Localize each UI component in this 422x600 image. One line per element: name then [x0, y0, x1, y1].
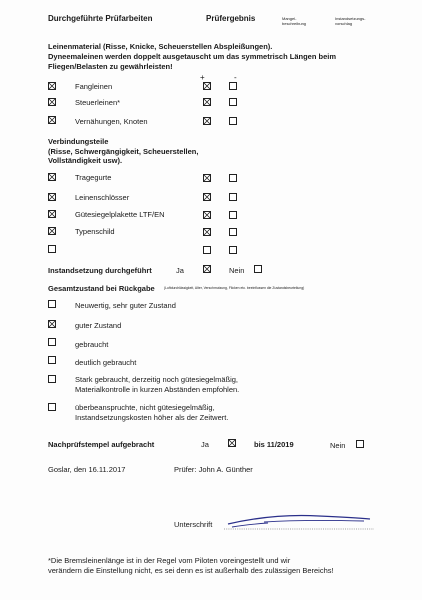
leinenschloesser-checkbox[interactable]	[48, 193, 56, 201]
leinenschloesser-pass-checkbox[interactable]	[203, 193, 211, 201]
extra-item-pass-checkbox[interactable]	[203, 246, 211, 254]
line-material-title: Leinenmaterial (Risse, Knicke, Scheuerstellen Abspleißungen).	[48, 42, 273, 51]
stamp-yes-checkbox[interactable]	[228, 439, 236, 447]
inspector-name: Prüfer: John A. Günther	[174, 465, 253, 474]
condition-used-label: gebraucht	[75, 340, 109, 349]
repair-no-label: Nein	[229, 266, 245, 275]
footnote-line-2: verändern die Einstellung nicht, es sei denn es ist außerhalb des zulässigen Bereichs!	[48, 566, 334, 575]
signature-label: Unterschrift	[174, 520, 213, 529]
condition-new-label: Neuwertig, sehr guter Zustand	[75, 301, 176, 310]
tragegurte-label: Tragegurte	[75, 173, 112, 182]
condition-heavily-used-line-2: Materialkontrolle in kurzen Abständen empfohlen.	[75, 385, 240, 394]
connectors-sub-line-2: Vollständigkeit usw).	[48, 156, 123, 165]
condition-overstressed-line-2: Instandsetzungskosten höher als der Zeitwert.	[75, 413, 229, 422]
vernaehungen-checkbox[interactable]	[48, 116, 56, 124]
form-heading: Durchgeführte Prüfarbeiten	[48, 14, 153, 23]
connectors-sub-line-1: (Risse, Schwergängigkeit, Scheuerstellen,	[48, 147, 199, 156]
minus-marker: -	[234, 73, 237, 82]
plus-marker: +	[200, 73, 205, 82]
footnote-line-1: *Die Bremsleinenlänge ist in der Regel vom Piloten voreingestellt und wir	[48, 556, 291, 565]
vernaehungen-label: Vernähungen, Knoten	[75, 117, 148, 126]
overall-note: (Luftdurchlässigkeit, Alter, Verschmutzung, Flicken etc. beeinflussen die Zustandsbeurteilung)	[164, 286, 305, 290]
tragegurte-checkbox[interactable]	[48, 173, 56, 181]
condition-overstressed-checkbox[interactable]	[48, 403, 56, 411]
condition-new-checkbox[interactable]	[48, 300, 56, 308]
connectors-title: Verbindungsteile	[48, 137, 109, 146]
steuerleinen-fail-checkbox[interactable]	[229, 98, 237, 106]
condition-heavily-used-line-1: Stark gebraucht, derzeitig noch gütesiegelmäßig,	[75, 375, 239, 384]
vernaehungen-fail-checkbox[interactable]	[229, 117, 237, 125]
stamp-date: bis 11/2019	[254, 440, 294, 449]
stamp-no-label: Nein	[330, 441, 346, 450]
repair-yes-label: Ja	[176, 266, 184, 275]
repair-column-heading: Instandsetzungs- vorschlag	[335, 16, 366, 26]
leinenschloesser-fail-checkbox[interactable]	[229, 193, 237, 201]
result-column-heading: Prüfergebnis	[206, 14, 256, 23]
guetesiegel-checkbox[interactable]	[48, 210, 56, 218]
condition-used-checkbox[interactable]	[48, 338, 56, 346]
tragegurte-pass-checkbox[interactable]	[203, 174, 211, 182]
fangleinen-checkbox[interactable]	[48, 82, 56, 90]
vernaehungen-pass-checkbox[interactable]	[203, 117, 211, 125]
overall-title: Gesamtzustand bei Rückgabe	[48, 284, 155, 293]
stamp-yes-label: Ja	[201, 440, 209, 449]
steuerleinen-checkbox[interactable]	[48, 98, 56, 106]
typenschild-fail-checkbox[interactable]	[229, 228, 237, 236]
extra-item-fail-checkbox[interactable]	[229, 246, 237, 254]
stamp-no-checkbox[interactable]	[356, 440, 364, 448]
condition-clearly-used-label: deutlich gebraucht	[75, 358, 137, 367]
typenschild-label: Typenschild	[75, 227, 115, 236]
condition-clearly-used-checkbox[interactable]	[48, 356, 56, 364]
typenschild-pass-checkbox[interactable]	[203, 228, 211, 236]
repair-yes-checkbox[interactable]	[203, 265, 211, 273]
guetesiegel-pass-checkbox[interactable]	[203, 211, 211, 219]
defects-column-heading: Mangel- beschreibung	[282, 16, 307, 26]
fangleinen-label: Fangleinen	[75, 82, 113, 91]
fangleinen-fail-checkbox[interactable]	[229, 82, 237, 90]
steuerleinen-pass-checkbox[interactable]	[203, 98, 211, 106]
line-material-note-line-1: Dyneemaleinen werden doppelt ausgetauscht um das symmetrisch Längen beim	[48, 52, 336, 61]
extra-item-checkbox[interactable]	[48, 245, 56, 253]
leinenschloesser-label: Leinenschlösser	[75, 193, 130, 202]
stamp-label: Nachprüfstempel aufgebracht	[48, 440, 155, 449]
place-date: Goslar, den 16.11.2017	[48, 465, 126, 474]
guetesiegel-label: Gütesiegelplakette LTF/EN	[75, 210, 165, 219]
repair-label: Instandsetzung durchgeführt	[48, 266, 152, 275]
condition-overstressed-line-1: überbeanspruchte, nicht gütesiegelmäßig,	[75, 403, 215, 412]
guetesiegel-fail-checkbox[interactable]	[229, 211, 237, 219]
typenschild-checkbox[interactable]	[48, 227, 56, 235]
steuerleinen-label: Steuerleinen*	[75, 98, 121, 107]
repair-no-checkbox[interactable]	[254, 265, 262, 273]
line-material-note-line-2: Fliegen/Belasten zu gewährleisten!	[48, 62, 173, 71]
fangleinen-pass-checkbox[interactable]	[203, 82, 211, 90]
condition-good-checkbox[interactable]	[48, 320, 56, 328]
tragegurte-fail-checkbox[interactable]	[229, 174, 237, 182]
condition-heavily-used-checkbox[interactable]	[48, 375, 56, 383]
signature-image	[224, 508, 374, 530]
condition-good-label: guter Zustand	[75, 321, 122, 330]
